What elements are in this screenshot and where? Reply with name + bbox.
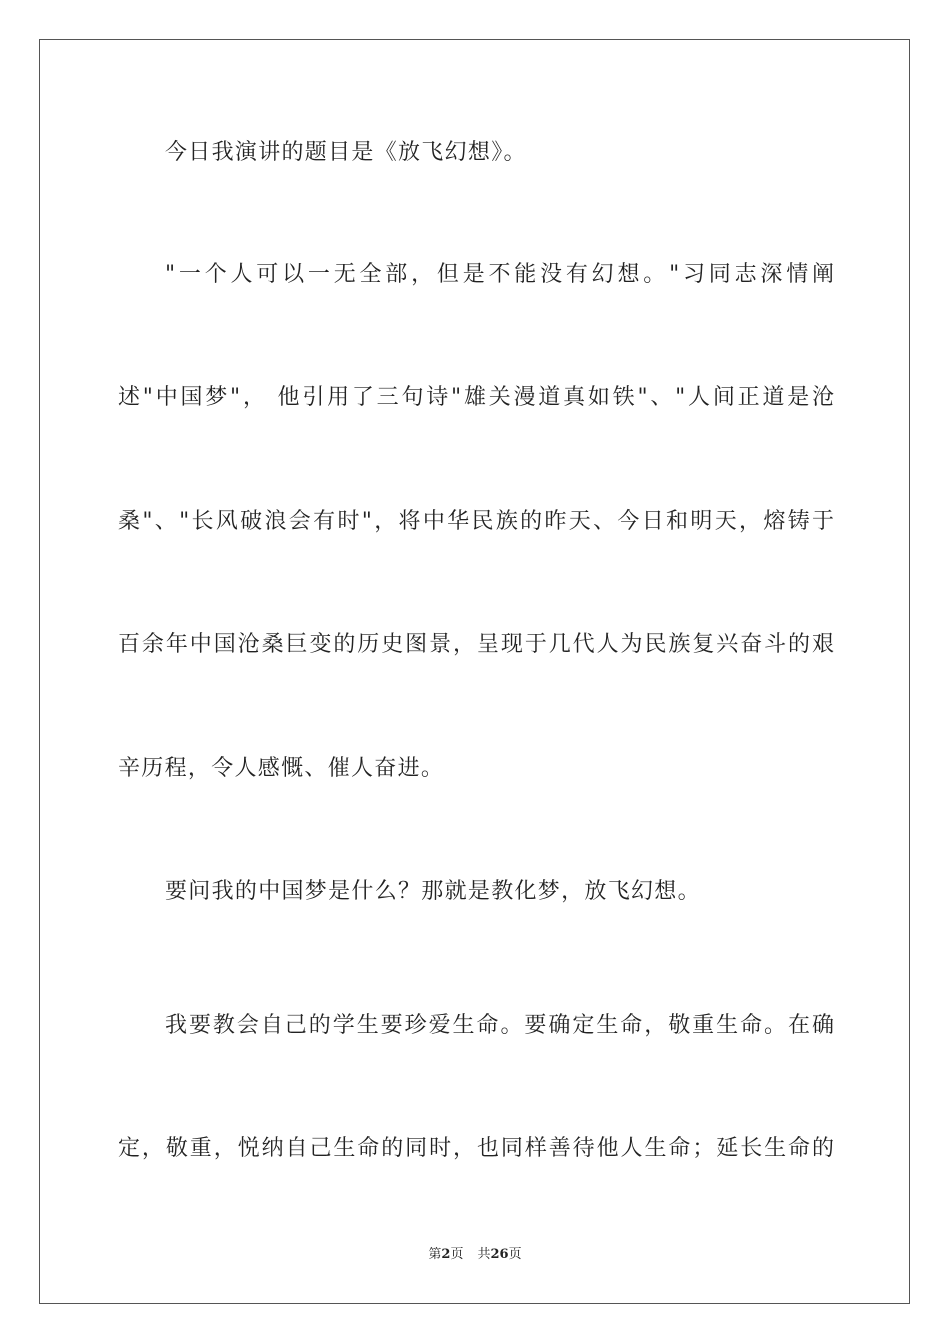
paragraph-1-line-1: 今日我演讲的题目是《放飞幻想》。 bbox=[165, 140, 527, 165]
page-suffix: 页 bbox=[450, 1247, 464, 1262]
paragraph-2-line-5: 辛历程，令人感慨、催人奋进。 bbox=[118, 756, 445, 781]
total-suffix: 页 bbox=[508, 1247, 522, 1262]
paragraph-4-line-2: 定，敬重，悦纳自己生命的同时，也同样善待他人生命；延长生命的 bbox=[118, 1136, 834, 1161]
total-prefix: 共 bbox=[477, 1247, 491, 1262]
paragraph-4-line-1: 我要教会自己的学生要珍爱生命。要确定生命，敬重生命。在确 bbox=[165, 1013, 834, 1038]
paragraph-2-line-3: 桑"、"长风破浪会有时"，将中华民族的昨天、今日和明天，熔铸于 bbox=[118, 509, 834, 534]
page-number: 2 bbox=[441, 1247, 451, 1262]
paragraph-2-line-1: "一个人可以一无全部，但是不能没有幻想。"习同志深情阐 bbox=[165, 262, 834, 287]
page-prefix: 第 bbox=[428, 1247, 442, 1262]
page-footer bbox=[0, 1246, 950, 1264]
paragraph-3-line-1: 要问我的中国梦是什么？那就是教化梦，放飞幻想。 bbox=[165, 879, 701, 904]
page-frame bbox=[39, 39, 910, 1304]
total-pages: 26 bbox=[490, 1247, 509, 1262]
paragraph-2-line-2: 述"中国梦"， 他引用了三句诗"雄关漫道真如铁"、"人间正道是沧 bbox=[118, 385, 834, 410]
paragraph-2-line-4: 百余年中国沧桑巨变的历史图景，呈现于几代人为民族复兴奋斗的艰 bbox=[118, 632, 834, 657]
